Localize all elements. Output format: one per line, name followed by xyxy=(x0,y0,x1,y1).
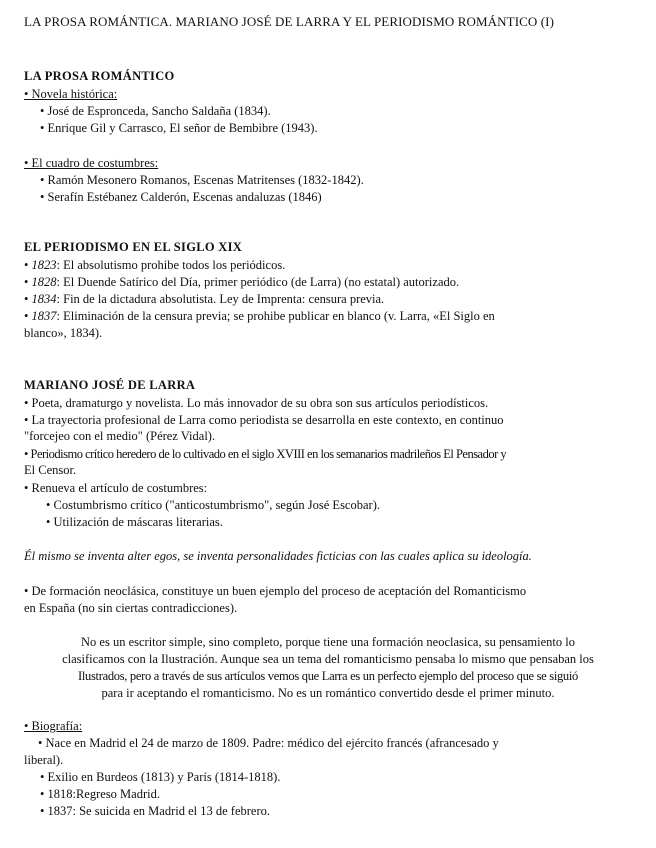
cuadro-item: • Ramón Mesonero Romanos, Escenas Matritenses (1832-1842). xyxy=(40,173,364,187)
entry-year: 1837 xyxy=(31,309,57,323)
biografia-item: • 1818:Regreso Madrid. xyxy=(40,787,160,801)
alter-ego-note: Él mismo se inventa alter egos, se inventa personalidades ficticias con las cuales aplica su ideología. xyxy=(24,549,532,563)
novela-label: • Novela histórica: xyxy=(24,87,118,101)
entry-bullet: • xyxy=(24,309,32,323)
entry-text: : Eliminación de la censura previa; se prohibe publicar en blanco (v. Larra, «El Siglo en xyxy=(56,309,495,323)
larra-line: "forcejeo con el medio" (Pérez Vidal). xyxy=(24,429,216,443)
larra-heading: MARIANO JOSÉ DE LARRA xyxy=(24,378,196,392)
periodismo-entry xyxy=(24,257,285,273)
centered-paragraph-line: No es un escritor simple, sino completo, porque tiene una formación neoclasica, su pensamiento lo xyxy=(81,635,575,649)
entry-text: : El absolutismo prohibe todos los periódicos. xyxy=(56,258,286,272)
formacion-line: • De formación neoclásica, constituye un buen ejemplo del proceso de aceptación del Romanticismo xyxy=(24,584,527,598)
entry-text: : El Duende Satírico del Día, primer periódico (de Larra) (no estatal) autorizado. xyxy=(56,275,460,289)
biografia-item: • Nace en Madrid el 24 de marzo de 1809. Padre: médico del ejército francés (afrancesado y xyxy=(38,736,499,750)
larra-sub-item: • Utilización de máscaras literarias. xyxy=(46,515,223,529)
entry-year: 1828 xyxy=(31,275,57,289)
biografia-item: • 1837: Se suicida en Madrid el 13 de febrero. xyxy=(40,804,271,818)
larra-line: • Poeta, dramaturgo y novelista. Lo más innovador de su obra son sus artículos periodísticos. xyxy=(24,396,489,410)
biografia-label: • Biografía: xyxy=(24,719,83,733)
biografia-item: • Exilio en Burdeos (1813) y París (1814-1818). xyxy=(40,770,281,784)
larra-line: • Renueva el artículo de costumbres: xyxy=(24,481,208,495)
periodismo-heading: EL PERIODISMO EN EL SIGLO XIX xyxy=(24,240,243,254)
larra-line: • La trayectoria profesional de Larra como periodista se desarrolla en este contexto, en continuo xyxy=(24,413,504,427)
centered-paragraph-line: Ilustrados, pero a través de sus artículos vemos que Larra es un perfecto ejemplo del proceso que se siguió xyxy=(77,669,579,683)
periodismo-entry xyxy=(24,291,384,307)
periodismo-entry xyxy=(24,308,495,324)
periodismo-entry-continuation: blanco», 1834). xyxy=(24,326,103,340)
entry-year: 1834 xyxy=(31,292,57,306)
periodismo-entry xyxy=(24,274,459,290)
biografia-item-continuation: liberal). xyxy=(24,753,64,767)
entry-text: : Fin de la dictadura absolutista. Ley de Imprenta: censura previa. xyxy=(56,292,385,306)
entry-bullet: • xyxy=(24,258,32,272)
novela-item: • José de Espronceda, Sancho Saldaña (1834). xyxy=(40,104,271,118)
entry-year: 1823 xyxy=(31,258,57,272)
entry-bullet: • xyxy=(24,292,32,306)
larra-sub-item: • Costumbrismo crítico ("anticostumbrismo", según José Escobar). xyxy=(46,498,380,512)
larra-line: • Periodismo crítico heredero de lo cultivado en el siglo XVIII en los semanarios madrileños El Pensador y xyxy=(24,447,507,461)
centered-paragraph-line: para ir aceptando el romanticismo. No es un romántico convertido desde el primer minuto. xyxy=(101,686,555,700)
centered-paragraph-line: clasificamos con la Ilustración. Aunque sea un tema del romanticismo pensaba lo mismo que pensaban los xyxy=(62,652,594,666)
cuadro-label: • El cuadro de costumbres: xyxy=(24,156,159,170)
larra-line: El Censor. xyxy=(24,463,77,477)
formacion-line: en España (no sin ciertas contradicciones). xyxy=(24,601,238,615)
prosa-heading: LA PROSA ROMÁNTICO xyxy=(24,69,175,83)
novela-item: • Enrique Gil y Carrasco, El señor de Bembibre (1943). xyxy=(40,121,318,135)
document-title: LA PROSA ROMÁNTICA. MARIANO JOSÉ DE LARRA Y EL PERIODISMO ROMÁNTICO (I) xyxy=(24,14,555,29)
entry-bullet: • xyxy=(24,275,32,289)
cuadro-item: • Serafín Estébanez Calderón, Escenas andaluzas (1846) xyxy=(40,190,322,204)
